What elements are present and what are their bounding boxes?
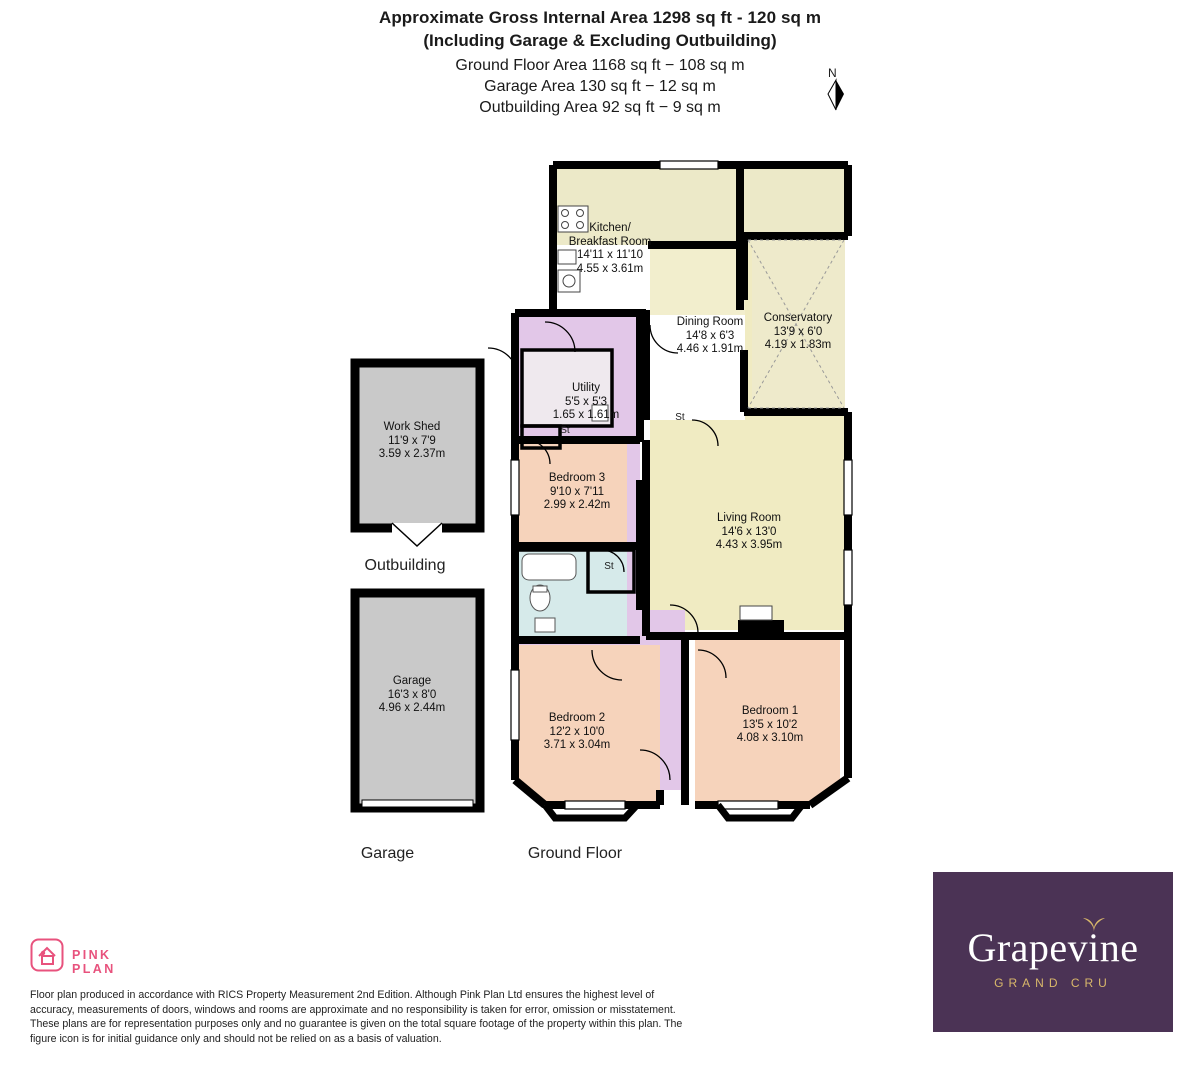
room-label-bedroom2: Bedroom 2 12'2 x 10'0 3.71 x 3.04m	[543, 712, 611, 751]
section-title-outbuilding: Outbuilding	[364, 557, 446, 574]
brand-panel	[933, 872, 1173, 1032]
pink-plan-house-icon	[30, 938, 64, 972]
bedroom1-floor	[695, 640, 840, 805]
kitchen-fittings	[558, 206, 588, 292]
outbuilding-shape	[355, 363, 480, 546]
floorplan-drawing	[340, 150, 870, 850]
section-title-ground-floor: Ground Floor	[527, 845, 623, 862]
bedroom3-floor	[515, 438, 627, 543]
room-label-dining: Dining Room 14'8 x 6'3 4.46 x 1.91m	[676, 316, 744, 355]
room-label-utility: Utility 5'5 x 5'3 1.65 x 1.61m	[552, 382, 620, 421]
header-garage-area: Garage Area 130 sq ft − 12 sq m	[484, 78, 716, 95]
bedroom2-floor	[515, 645, 660, 805]
header-subtitle: (Including Garage & Excluding Outbuilding)	[423, 31, 777, 50]
storage-label-1: St	[560, 425, 570, 436]
disclaimer-text: Floor plan produced in accordance with RICS Property Measurement 2nd Edition. Although Pink Plan Ltd ensures the highest level of accuracy, measurements of doors, windows and rooms are approximate and no responsibility is taken for error, omission or misstatement. These plans are for representation purposes only and no guarantee is given on the total square footage of the property within this plan. The figure icon is for initial guidance only and should not be relied on as a basis of valuation.	[30, 989, 683, 1045]
header-title: Approximate Gross Internal Area 1298 sq ft - 120 sq m	[378, 8, 822, 27]
room-label-bedroom1: Bedroom 1 13'5 x 10'2 4.08 x 3.10m	[736, 705, 804, 744]
conservatory-floor	[752, 238, 845, 412]
storage-label-3: St	[604, 561, 614, 572]
header-outbuilding-area: Outbuilding Area 92 sq ft − 9 sq m	[479, 99, 721, 116]
room-label-garage: Garage 16'3 x 8'0 4.96 x 2.44m	[378, 675, 446, 714]
section-title-garage: Garage	[360, 845, 415, 862]
living-room-floor	[650, 420, 845, 630]
storage-label-2: St	[675, 412, 685, 423]
compass-icon	[820, 66, 880, 116]
room-label-kitchen: Kitchen/ Breakfast Room 14'11 x 11'10 4.55 x 3.61m	[568, 222, 652, 275]
dining-floor	[650, 245, 745, 315]
brand-name: Grapevine	[967, 925, 1139, 970]
pink-plan-label: PINK PLAN	[72, 948, 116, 976]
room-label-conservatory: Conservatory 13'9 x 6'0 4.19 x 1.83m	[763, 312, 833, 351]
room-label-work-shed: Work Shed 11'9 x 7'9 3.59 x 2.37m	[378, 421, 446, 460]
compass-north-label: N	[828, 66, 837, 80]
header-block	[0, 0, 1200, 117]
header-ground-floor-area: Ground Floor Area 1168 sq ft − 108 sq m	[455, 57, 745, 74]
brand-subtitle: GRAND CRU	[994, 976, 1112, 990]
garage-shape	[355, 593, 480, 808]
room-label-living: Living Room 14'6 x 13'0 4.43 x 3.95m	[715, 512, 783, 551]
room-label-bedroom3: Bedroom 3 9'10 x 7'11 2.99 x 2.42m	[543, 472, 611, 511]
pink-plan-logo	[30, 938, 116, 977]
utility-fittings	[592, 405, 608, 421]
